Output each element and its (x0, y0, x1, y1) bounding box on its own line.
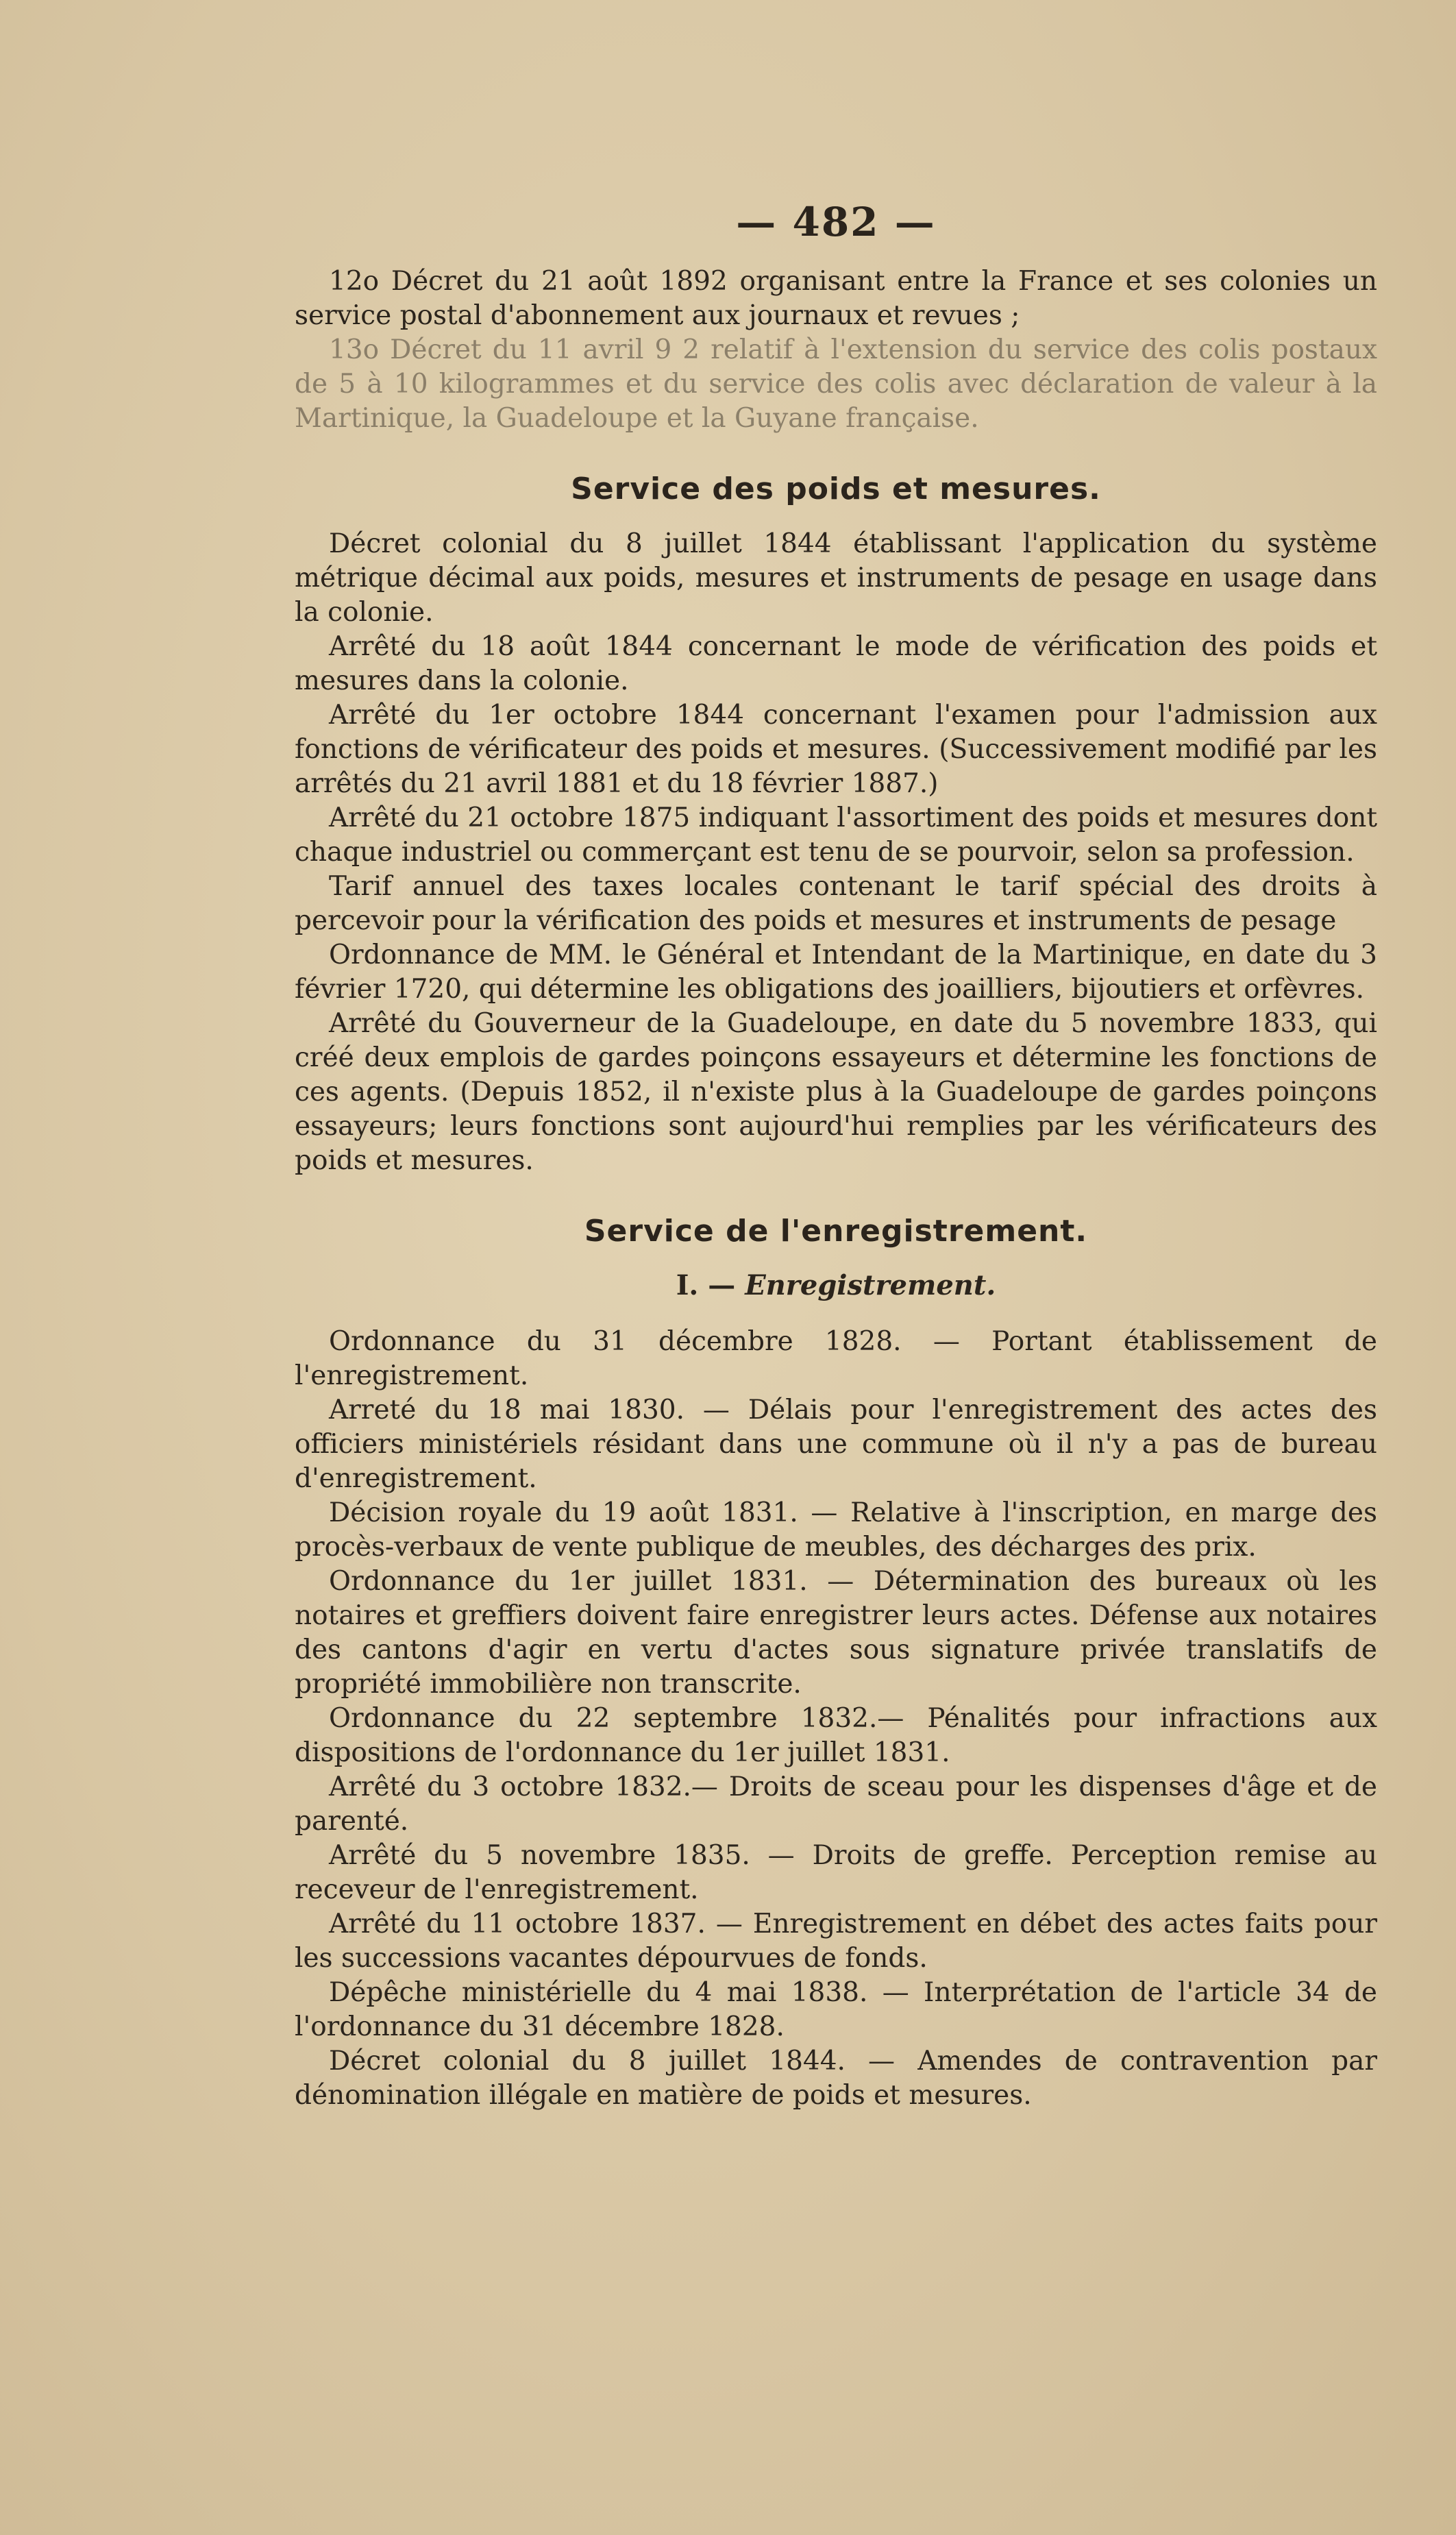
intro-paragraph-1: 12o Décret du 21 août 1892 organisant entre la France et ses colonies un service postal d'abonnement aux journaux et revues ; (295, 266, 1377, 331)
section-poids-mesures (295, 472, 1377, 1178)
page-number: — 482 — (736, 199, 936, 245)
paragraph: Décision royale du 19 août 1831. — Relative à l'inscription, en marge des procès-verbaux de vente publique de meubles, des décharges des prix. (295, 1497, 1377, 1563)
paragraph: Ordonnance de MM. le Général et Intendant de la Martinique, en date du 3 février 1720, qui détermine les obligations des joailliers, bijoutiers et orfèvres. (295, 940, 1377, 1005)
paragraph: Dépêche ministérielle du 4 mai 1838. — Interprétation de l'article 34 de l'ordonnance du 31 décembre 1828. (295, 1977, 1377, 2042)
paragraph: Arrêté du 5 novembre 1835. — Droits de greffe. Perception remise au receveur de l'enregistrement. (295, 1840, 1377, 1905)
subsection-number: I. — (676, 1269, 736, 1301)
page-content (295, 199, 1377, 2140)
paragraph: Arrêté du 3 octobre 1832.— Droits de sceau pour les dispenses d'âge et de parenté. (295, 1772, 1377, 1837)
subsection-heading (295, 1269, 1377, 1301)
paragraph: Arrêté du Gouverneur de la Guadeloupe, en date du 5 novembre 1833, qui créé deux emplois de gardes poinçons essayeurs et détermine les fonctions de ces agents. (Depuis 1852, il n'existe plus à la Guadeloupe de gardes poinçons essayeurs; leurs fonctions sont aujourd'hui remplies par les vérificateurs des poids et mesures. (295, 1008, 1377, 1176)
paragraph: Ordonnance du 31 décembre 1828. — Portant établissement de l'enregistrement. (295, 1326, 1377, 1391)
paragraph: Tarif annuel des taxes locales contenant le tarif spécial des droits à percevoir pour la vérification des poids et mesures et instruments de pesage (295, 871, 1377, 936)
paragraph: Arrêté du 1er octobre 1844 concernant l'examen pour l'admission aux fonctions de vérificateur des poids et mesures. (Successivement modifié par les arrêtés du 21 avril 1881 et du 18 février 1887.) (295, 700, 1377, 799)
paragraph: Ordonnance du 22 septembre 1832.— Pénalités pour infractions aux dispositions de l'ordonnance du 1er juillet 1831. (295, 1703, 1377, 1768)
intro-paragraph-2: 13o Décret du 11 avril 9 2 relatif à l'extension du service des colis postaux de 5 à 10 kilogrammes et du service des colis avec déclaration de valeur à la Martinique, la Guadeloupe et la Guyane française. (295, 334, 1377, 434)
paragraph: Arrêté du 21 octobre 1875 indiquant l'assortiment des poids et mesures dont chaque industriel ou commerçant est tenu de se pourvoir, selon sa profession. (295, 803, 1377, 868)
paragraph: Arrêté du 18 août 1844 concernant le mode de vérification des poids et mesures dans la colonie. (295, 631, 1377, 696)
paragraph: Arrêté du 11 octobre 1837. — Enregistrement en débet des actes faits pour les successions vacantes dépourvues de fonds. (295, 1909, 1377, 1974)
paragraph: Décret colonial du 8 juillet 1844 établissant l'application du système métrique décimal aux poids, mesures et instruments de pesage en usage dans la colonie. (295, 528, 1377, 628)
section-heading-enregistrement: Service de l'enregistrement. (584, 1214, 1088, 1249)
section-heading-poids-mesures: Service des poids et mesures. (571, 472, 1101, 506)
paragraph: Décret colonial du 8 juillet 1844. — Amendes de contravention par dénomination illégale en matière de poids et mesures. (295, 2046, 1377, 2111)
section-enregistrement (295, 1214, 1377, 2113)
paragraph: Arreté du 18 mai 1830. — Délais pour l'enregistrement des actes des officiers ministériels résidant dans une commune où il n'y a pas de bureau d'enregistrement. (295, 1395, 1377, 1494)
paragraph: Ordonnance du 1er juillet 1831. — Détermination des bureaux où les notaires et greffiers doivent faire enregistrer leurs actes. Défense aux notaires des cantons d'agir en vertu d'actes sous signature privée translatifs de propriété immobilière non transcrite. (295, 1566, 1377, 1700)
subsection-title: Enregistrement. (745, 1269, 996, 1301)
